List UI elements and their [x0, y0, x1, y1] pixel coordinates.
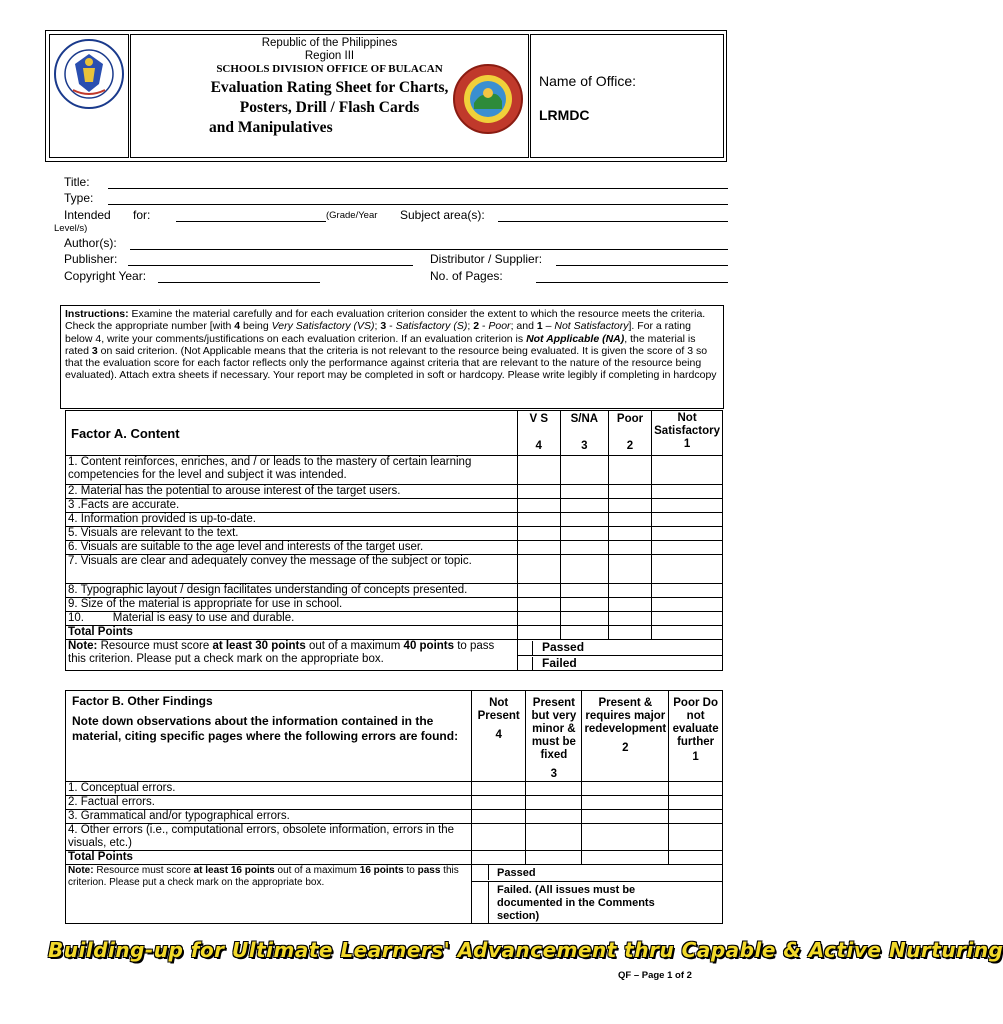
- failed-checkbox-b[interactable]: [472, 882, 489, 923]
- rating-cell[interactable]: [608, 499, 651, 513]
- pages-field[interactable]: [536, 282, 728, 283]
- rating-cell[interactable]: [526, 824, 582, 851]
- criterion-a-8: 8. Typographic layout / design facilitates understanding of concepts presented.: [66, 584, 518, 598]
- total-cell[interactable]: [582, 851, 669, 865]
- rating-cell[interactable]: [608, 541, 651, 555]
- col-present-minor: Present but very minor & must be fixed 3: [526, 691, 582, 782]
- note-b: Note: Resource must score at least 16 points out of a maximum 16 points to pass this criterion. Please put a check mark on the appropriate box.: [66, 865, 472, 924]
- criterion-a-2: 2. Material has the potential to arouse interest of the target users.: [66, 485, 518, 499]
- for-label: for:: [133, 208, 151, 222]
- total-points-label-b: Total Points: [66, 851, 472, 865]
- total-cell[interactable]: [669, 851, 723, 865]
- col-poor-b: Poor Do not evaluate further 1: [669, 691, 723, 782]
- criterion-a-9: 9. Size of the material is appropriate for use in school.: [66, 598, 518, 612]
- intended-label: Intended: [64, 208, 111, 222]
- distributor-label: Distributor / Supplier:: [430, 252, 543, 266]
- rating-cell[interactable]: [669, 824, 723, 851]
- office-value: LRMDC: [539, 107, 590, 123]
- rating-cell[interactable]: [652, 598, 723, 612]
- failed-label-a: Failed: [542, 656, 577, 670]
- rating-cell[interactable]: [526, 810, 582, 824]
- rating-cell[interactable]: [517, 485, 560, 499]
- authors-field[interactable]: [130, 249, 728, 250]
- rating-cell[interactable]: [608, 612, 651, 626]
- type-field[interactable]: [108, 204, 728, 205]
- criterion-b-2: 2. Factual errors.: [66, 796, 472, 810]
- rating-cell[interactable]: [652, 555, 723, 584]
- title-label: Title:: [64, 175, 90, 189]
- total-cell[interactable]: [560, 626, 608, 640]
- office-label: Name of Office:: [539, 73, 637, 89]
- rating-cell[interactable]: [652, 541, 723, 555]
- publisher-field[interactable]: [128, 265, 413, 266]
- rating-cell[interactable]: [652, 513, 723, 527]
- office-cell: [530, 34, 724, 158]
- total-points-label-a: Total Points: [66, 626, 518, 640]
- page-number: QF – Page 1 of 2: [618, 970, 692, 981]
- rating-cell[interactable]: [582, 810, 669, 824]
- factor-b-title: Factor B. Other Findings: [72, 694, 213, 708]
- rating-cell[interactable]: [560, 499, 608, 513]
- rating-cell[interactable]: [608, 598, 651, 612]
- rating-cell[interactable]: [669, 796, 723, 810]
- rating-cell[interactable]: [517, 499, 560, 513]
- grade-level-label: (Grade/Year: [326, 210, 378, 221]
- rating-cell[interactable]: [669, 810, 723, 824]
- type-label: Type:: [64, 191, 94, 205]
- passed-checkbox-a[interactable]: [518, 641, 533, 655]
- pass-fail-b: [472, 865, 723, 924]
- rating-cell[interactable]: [652, 485, 723, 499]
- motto-banner: Building-up for Ultimate Learners' Advancement thru Capable & Active Nurturing: [48, 938, 1003, 962]
- region-text: Region III: [304, 50, 355, 62]
- rating-cell[interactable]: [582, 824, 669, 851]
- criterion-a-5: 5. Visuals are relevant to the text.: [66, 527, 518, 541]
- subject-area-field[interactable]: [498, 221, 728, 222]
- criterion-b-4: 4. Other errors (i.e., computational errors, obsolete information, errors in the visuals, etc.): [66, 824, 472, 851]
- criterion-a-3: 3 .Facts are accurate.: [66, 499, 518, 513]
- rating-cell[interactable]: [517, 612, 560, 626]
- title-field[interactable]: [108, 188, 728, 189]
- col-not-present: Not Present 4: [472, 691, 526, 782]
- form-title-line2: Posters, Drill / Flash Cards: [239, 99, 420, 116]
- rating-cell[interactable]: [608, 485, 651, 499]
- rating-cell[interactable]: [652, 612, 723, 626]
- rating-cell[interactable]: [652, 527, 723, 541]
- republic-text: Republic of the Philippines: [261, 37, 398, 49]
- rating-cell[interactable]: [472, 824, 526, 851]
- rating-cell[interactable]: [560, 513, 608, 527]
- criterion-a-7: 7. Visuals are clear and adequately convey the message of the subject or topic.: [66, 555, 518, 584]
- rating-cell[interactable]: [560, 598, 608, 612]
- rating-cell[interactable]: [472, 810, 526, 824]
- factor-a-title: Factor A. Content: [66, 411, 518, 456]
- rating-cell[interactable]: [517, 555, 560, 584]
- rating-cell[interactable]: [517, 541, 560, 555]
- criterion-a-6: 6. Visuals are suitable to the age level and interests of the target user.: [66, 541, 518, 555]
- passed-checkbox-b[interactable]: [472, 865, 489, 880]
- rating-cell[interactable]: [560, 456, 608, 485]
- deped-seal-logo: [53, 38, 125, 110]
- level-cont-label: Level/s): [54, 223, 88, 234]
- form-title-line1: Evaluation Rating Sheet for Charts,: [210, 79, 449, 96]
- factor-a-table: [65, 410, 723, 671]
- rating-cell[interactable]: [582, 796, 669, 810]
- form-title-line3: and Manipulatives: [209, 119, 333, 136]
- rating-cell[interactable]: [517, 584, 560, 598]
- copyright-field[interactable]: [158, 282, 320, 283]
- rating-cell[interactable]: [560, 555, 608, 584]
- total-cell[interactable]: [526, 851, 582, 865]
- rating-cell[interactable]: [560, 485, 608, 499]
- rating-cell[interactable]: [560, 527, 608, 541]
- criterion-a-4: 4. Information provided is up-to-date.: [66, 513, 518, 527]
- publisher-label: Publisher:: [64, 252, 118, 266]
- instructions-text: Instructions: Examine the material carefully and for each evaluation criterion consider the extent to which the resource meets the criteria. Check the appropriate number [with 4 being Very Satisfactory (VS); 3 - Satisfactory (S); 2 - Poor; and 1 – Not Satisfactory]. For a rating below 4, write your comments/justifications on each evaluation criterion. If an evaluation criterion is Not Applicable (NA), the material is rated 3 on said criterion. (Not Applicable means that the criteria is not relevant to the resource being evaluated. It is given the score of 3 so that the evaluation score for each factor reflects only the performance against criteria that are relevant to the nature of the resource being evaluated). Attach extra sheets if necessary. Your report may be completed in soft or hardcopy. Please write legibly if completing in hardcopy: [65, 308, 717, 382]
- document-header: [45, 30, 727, 162]
- col-present-major: Present & requires major redevelopment 2: [582, 691, 669, 782]
- factor-b-header: [66, 691, 472, 782]
- instructions-label: Instructions:: [65, 308, 129, 320]
- pass-fail-a: [517, 640, 722, 671]
- rating-cell[interactable]: [517, 527, 560, 541]
- total-cell[interactable]: [472, 851, 526, 865]
- passed-label-b: Passed: [497, 867, 536, 879]
- total-cell[interactable]: [517, 626, 560, 640]
- rating-cell[interactable]: [472, 782, 526, 796]
- rating-cell[interactable]: [560, 584, 608, 598]
- col-s-na: S/NA 3: [560, 411, 608, 456]
- rating-cell[interactable]: [669, 782, 723, 796]
- pages-label: No. of Pages:: [430, 269, 503, 283]
- factor-b-table: [65, 690, 723, 924]
- rating-cell[interactable]: [582, 782, 669, 796]
- distributor-field[interactable]: [556, 265, 728, 266]
- grade-level-field[interactable]: [176, 221, 326, 222]
- criterion-b-3: 3. Grammatical and/or typographical errors.: [66, 810, 472, 824]
- passed-label-a: Passed: [542, 640, 585, 654]
- rating-cell[interactable]: [652, 584, 723, 598]
- rating-cell[interactable]: [608, 527, 651, 541]
- total-cell[interactable]: [652, 626, 723, 640]
- rating-cell[interactable]: [526, 782, 582, 796]
- rating-cell[interactable]: [560, 612, 608, 626]
- copyright-label: Copyright Year:: [64, 269, 147, 283]
- failed-checkbox-a[interactable]: [518, 657, 533, 670]
- instructions-box: [60, 305, 724, 409]
- rating-cell[interactable]: [608, 513, 651, 527]
- division-seal-logo: [452, 63, 524, 135]
- rating-cell[interactable]: [526, 796, 582, 810]
- criterion-a-1: 1. Content reinforces, enriches, and / or leads to the mastery of certain learning competencies for the level and subject it was intended.: [66, 456, 518, 485]
- factor-b-subtitle: Note down observations about the information contained in the material, citing specific pages where the following errors are found:: [72, 714, 459, 743]
- col-not-satisfactory: Not Satisfactory 1: [652, 411, 723, 456]
- criterion-b-1: 1. Conceptual errors.: [66, 782, 472, 796]
- rating-cell[interactable]: [472, 796, 526, 810]
- rating-cell[interactable]: [517, 456, 560, 485]
- rating-cell[interactable]: [608, 456, 651, 485]
- criterion-a-10: 10. Material is easy to use and durable.: [66, 612, 518, 626]
- rating-cell[interactable]: [608, 555, 651, 584]
- rating-cell[interactable]: [560, 541, 608, 555]
- division-text: SCHOOLS DIVISION OFFICE OF BULACAN: [216, 63, 443, 75]
- rating-cell[interactable]: [608, 584, 651, 598]
- col-vs: V S 4: [517, 411, 560, 456]
- col-poor: Poor 2: [608, 411, 651, 456]
- note-a: Note: Resource must score at least 30 points out of a maximum 40 points to pass this criterion. Please put a check mark on the appropriate box.: [66, 640, 518, 671]
- deped-seal-cell: [49, 34, 129, 158]
- rating-cell[interactable]: [517, 598, 560, 612]
- authors-label: Author(s):: [64, 236, 117, 250]
- total-cell[interactable]: [608, 626, 651, 640]
- rating-cell[interactable]: [652, 499, 723, 513]
- failed-label-b: Failed. (All issues must be documented in the Comments section): [497, 884, 655, 922]
- subject-area-label: Subject area(s):: [400, 208, 485, 222]
- rating-cell[interactable]: [652, 456, 723, 485]
- rating-cell[interactable]: [517, 513, 560, 527]
